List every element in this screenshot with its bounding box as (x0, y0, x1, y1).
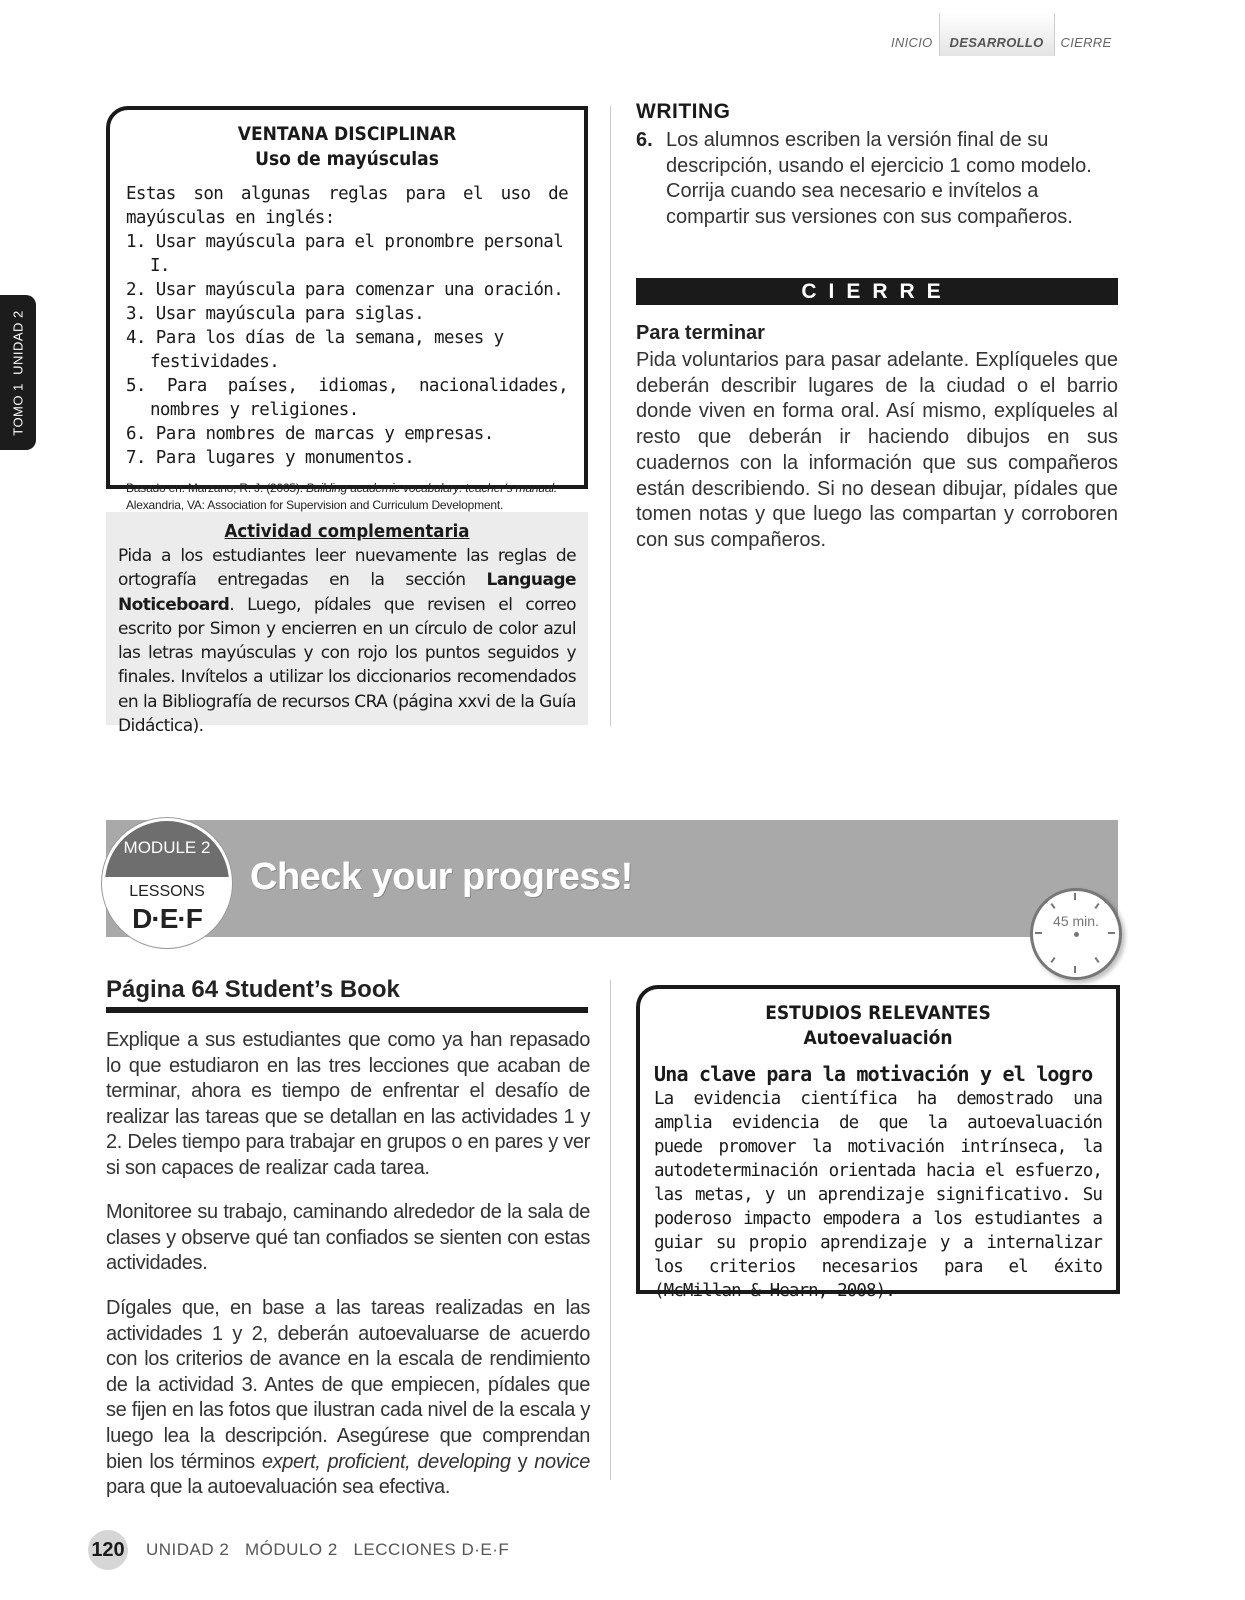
ventana-subtitle: Uso de mayúsculas (255, 148, 439, 170)
side-tab (0, 295, 36, 450)
list-item: 4. Para los días de la semana, meses y festividades. (126, 328, 504, 372)
clock-time: 45 min. (1053, 913, 1099, 929)
pagina-paragraph-2: Monitoree su trabajo, caminando alrededor de la sala de clases y observe qué tan confiados se sienten con estas actividades. (106, 1201, 590, 1275)
nav-desarrollo: DESARROLLO (939, 13, 1055, 56)
list-item: 1. Usar mayúscula para el pronombre personal I. (126, 232, 564, 276)
module-badge (102, 818, 232, 948)
side-tab-label: TOMO 1 UNIDAD 2 (10, 309, 26, 436)
module-label: MODULE 2 (105, 821, 229, 877)
lessons-letters: D·E·F (132, 903, 202, 934)
para-terminar-text: Pida voluntarios para pasar adelante. Explíqueles que deberán describir lugares de la ciudad o el barrio donde viven en forma oral. Así mismo, explíqueles al resto que deberán ir haciendo dibujos en sus cuadernos con la información que sus compañeros están describiendo. Si no desean dibujar, pídales que tomen notas y que luego las compartan y corroboren con sus compañeros. (636, 349, 1118, 551)
actividad-text: Pida a los estudiantes leer nuevamente las reglas de ortografía entregadas en la sección Language Noticeboard. Luego, pídales que revisen el correo escrito por Simon y encierren en un círculo de color azul las letras mayúsculas y con rojo los puntos seguidos y finales. Invítelos a utilizar los diccionarios recomendados en la Bibliografía de recursos CRA (página xxvi de la Guía Didáctica). (118, 546, 576, 737)
source-label: Basado en: (126, 481, 185, 495)
actividad-bold-term: Language Noticeboard (118, 570, 576, 615)
heading-rule (106, 1007, 588, 1013)
ventana-disciplinar-box (106, 106, 588, 512)
section-nav (885, 26, 1117, 56)
source-author: Marzano, R. J. (2005). (187, 481, 303, 495)
list-item: 2. Usar mayúscula para comenzar una oración. (126, 280, 564, 300)
lessons-label: LESSONS (129, 883, 205, 900)
para-terminar-heading: Para terminar (636, 322, 765, 344)
clock-icon (1030, 888, 1122, 980)
estudios-relevantes-box (636, 985, 1120, 1301)
list-item: 3. Usar mayúscula para siglas. (126, 304, 425, 324)
list-item: 7. Para lugares y monumentos. (126, 448, 415, 468)
ventana-intro: Estas son algunas reglas para el uso de mayúsculas en inglés: (126, 184, 568, 228)
writing-item-number: 6. (636, 129, 653, 151)
estudios-title: ESTUDIOS RELEVANTES (765, 1002, 991, 1024)
pagina-paragraph-3: Dígales que, en base a las tareas realizadas en las actividades 1 y 2, deberán autoevaluarse de acuerdo con los criterios de avance en la escala de rendimiento de la actividad 3. Antes de que empiecen, pídales que se fijen en las fotos que ilustran cada nivel de la escala y luego lea la descripción. Asegúrese que comprendan bien los términos expert, proficient, developing y novice para que la autoevaluación sea efectiva. (106, 1297, 590, 1499)
cierre-bar: CIERRE (636, 278, 1118, 305)
column-divider (610, 980, 611, 1480)
list-item: 6. Para nombres de marcas y empresas. (126, 424, 494, 444)
nav-cierre: CIERRE (1060, 35, 1112, 50)
ventana-rules-list (126, 230, 568, 470)
ventana-source (126, 480, 568, 514)
pagina-heading: Página 64 Student’s Book (106, 976, 400, 1003)
footer-text: UNIDAD 2 MÓDULO 2 LECCIONES D·E·F (146, 1540, 510, 1559)
page-number: 120 (88, 1530, 128, 1570)
pagina-paragraph-1: Explique a sus estudiantes que como ya han repasado lo que estudiaron en las tres lecciones que acaban de terminar, ahora es tiempo de enfrentar el desafío de realizar las tareas que se detallan en las actividades 1 y 2. Deles tiempo para trabajar en grupos o en pares y ver si son capaces de realizar cada tarea. (106, 1029, 590, 1179)
module-title: Check your progress! (250, 856, 633, 898)
ventana-title: VENTANA DISCIPLINAR (237, 123, 457, 145)
source-title: Building academic vocabulary: teacher’s manual. (305, 481, 557, 495)
column-divider (610, 106, 611, 726)
source-publisher: Alexandria, VA: Association for Supervision and Curriculum Development. (126, 498, 504, 512)
nav-inicio: INICIO (891, 35, 933, 50)
actividad-complementaria-box (106, 512, 588, 737)
estudios-text: La evidencia científica ha demostrado una amplia evidencia de que la autoevaluación puede promover la motivación intrínseca, la autodeterminación orientada hacia el esfuerzo, las metas, y un aprendizaje significativo. Su poderoso impacto empodera a los estudiantes a guiar su propio aprendizaje y a internalizar los criterios necesarios para el éxito (McMillan & Hearn, 2008). (654, 1089, 1102, 1301)
page-footer (88, 1530, 509, 1570)
list-item: 5. Para países, idiomas, nacionalidades, nombres y religiones. (126, 376, 568, 420)
estudios-heading: Una clave para la motivación y el logro (654, 1062, 1093, 1086)
writing-item (636, 128, 1120, 230)
writing-heading: WRITING (636, 100, 731, 123)
actividad-title: Actividad complementaria (224, 521, 470, 542)
clock-center (1074, 932, 1079, 937)
estudios-subtitle: Autoevaluación (803, 1027, 953, 1049)
writing-item-text: Los alumnos escriben la versión final de su descripción, usando el ejercicio 1 como modelo. Corrija cuando sea necesario e invítelos a compartir sus versiones con sus compañeros. (666, 129, 1092, 228)
